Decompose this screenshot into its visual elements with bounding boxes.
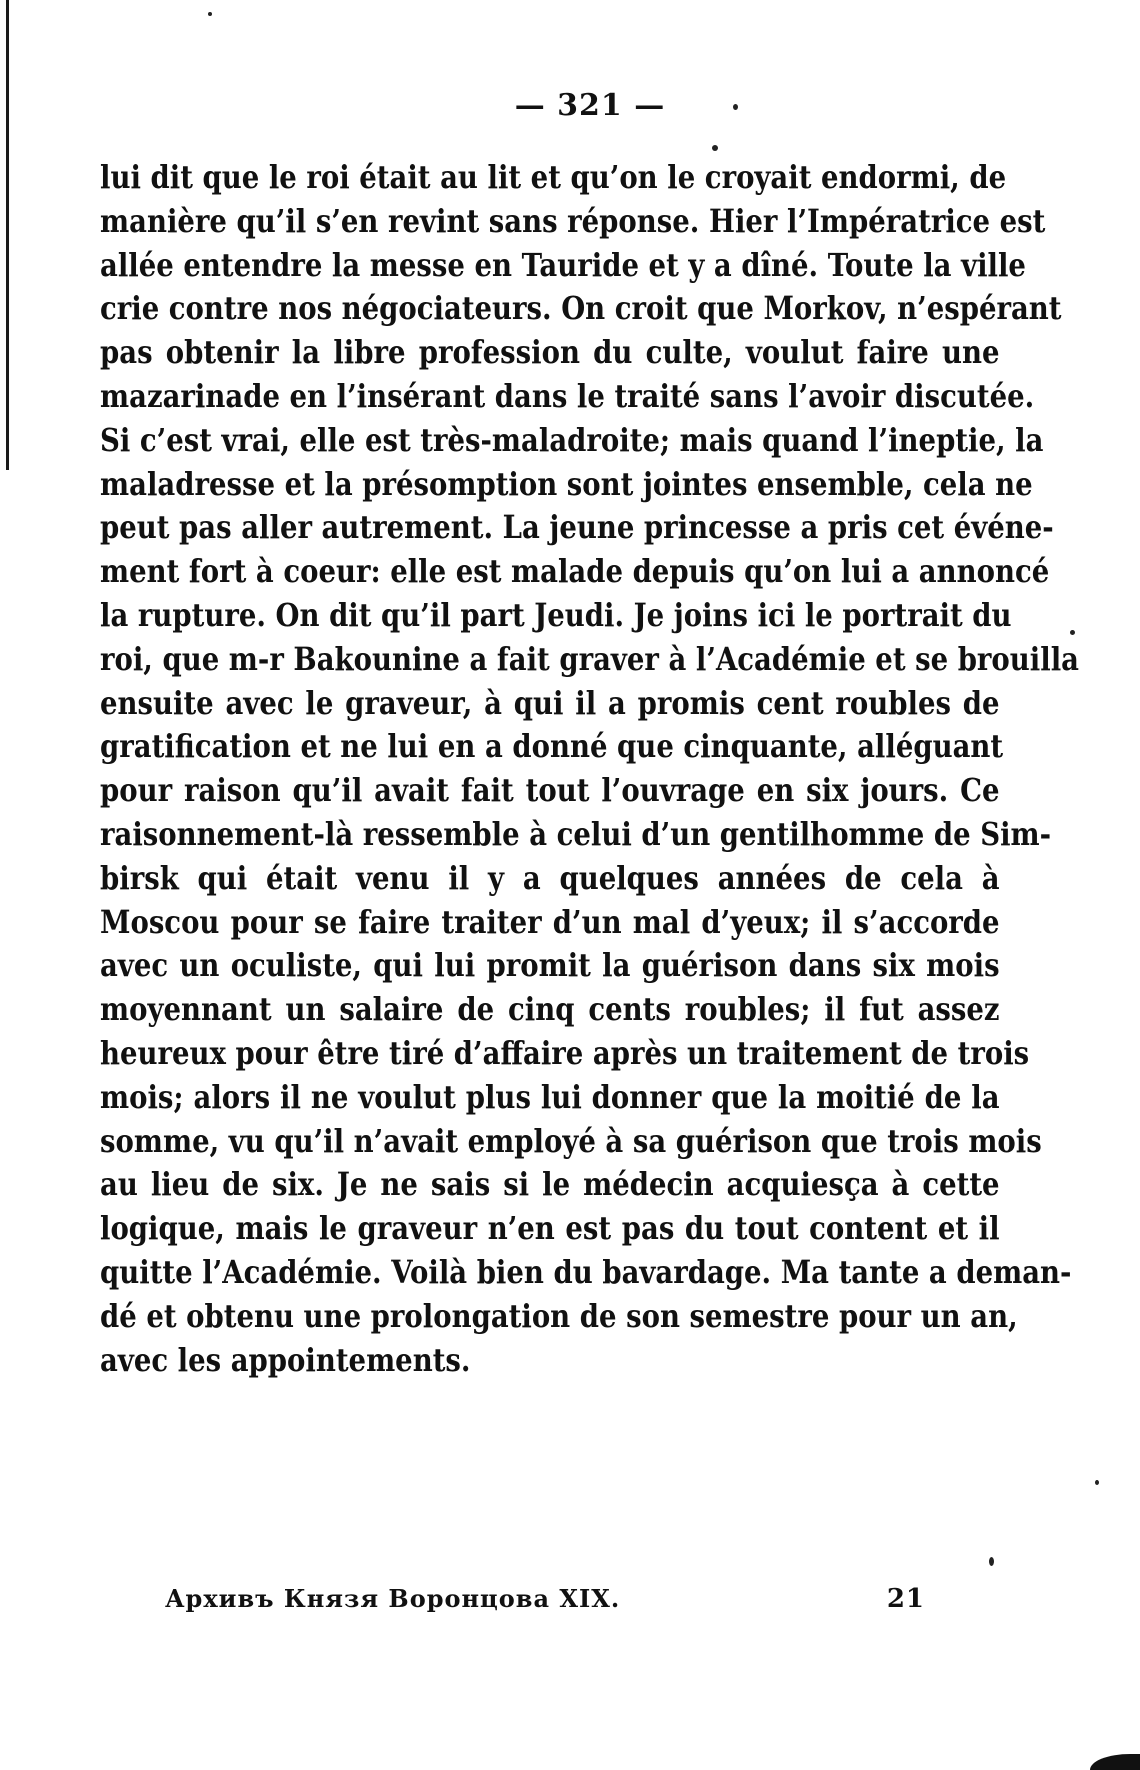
text-line: roi, que m-r Bakounine a fait graver à l’Académie et se brouilla [100, 639, 1079, 678]
footer-sheet-number: 21 [886, 1584, 925, 1614]
text-line: allée entendre la messe en Tauride et y a dîné. Toute la ville [100, 245, 1026, 284]
text-line: logique, mais le graveur n’en est pas du tout content et il [100, 1209, 1000, 1248]
text-line: ensuite avec le graveur, à qui il a promis cent roubles de [100, 683, 1000, 722]
text-line: moyennant un salaire de cinq cents roubles; il fut assez [100, 990, 1000, 1029]
text-line: pour raison qu’il avait fait tout l’ouvrage en six jours. Ce [100, 771, 1000, 810]
page-corner-mark [1090, 1754, 1140, 1770]
text-line: birsk qui était venu il y a quelques années de cela à [100, 858, 1000, 897]
print-speck [989, 1557, 994, 1566]
print-speck [1095, 1480, 1099, 1485]
text-line: raisonnement-là ressemble à celui d’un gentilhomme de Sim- [100, 814, 1052, 853]
text-line: lui dit que le roi était au lit et qu’on le croyait endormi, de [100, 158, 1007, 196]
text-line: mazarinade en l’insérant dans le traité sans l’avoir discutée. [100, 376, 1035, 415]
page-number-header: — 321 — [514, 88, 666, 123]
text-line: Si c’est vrai, elle est très-maladroite; mais quand l’ineptie, la [100, 420, 1044, 459]
text-line: manière qu’il s’en revint sans réponse. Hier l’Impératrice est [100, 201, 1046, 240]
text-line: pas obtenir la libre profession du culte, voulut faire une [100, 333, 1000, 372]
text-line: somme, vu qu’il n’avait employé à sa guérison que trois mois [100, 1121, 1042, 1160]
print-speck [208, 12, 212, 16]
footer-signature: Архивъ Князя Воронцова XIX. [165, 1584, 621, 1613]
text-line: dé et obtenu une prolongation de son semestre pour un an, [100, 1296, 1018, 1335]
text-line: au lieu de six. Je ne sais si le médecin acquiesça à cette [100, 1165, 1000, 1204]
text-line: crie contre nos négociateurs. On croit que Morkov, n’espérant [100, 289, 1062, 328]
text-line: mois; alors il ne voulut plus lui donner que la moitié de la [100, 1077, 1000, 1116]
text-line: Moscou pour se faire traiter d’un mal d’yeux; il s’accorde [100, 902, 1000, 941]
text-line: peut pas aller autrement. La jeune princesse a pris cet événe- [100, 508, 1054, 547]
text-line: la rupture. On dit qu’il part Jeudi. Je joins ici le portrait du [100, 595, 1012, 634]
text-line: ment fort à coeur: elle est malade depuis qu’on lui a annoncé [100, 552, 1050, 591]
text-line: heureux pour être tiré d’affaire après un traitement de trois [100, 1033, 1030, 1072]
text-line: avec un oculiste, qui lui promit la guérison dans six mois [100, 946, 1000, 985]
print-speck [712, 145, 718, 151]
text-line: quitte l’Académie. Voilà bien du bavardage. Ma tante a deman- [100, 1252, 1072, 1291]
text-line: maladresse et la présomption sont jointes ensemble, cela ne [100, 464, 1033, 503]
body-text [100, 156, 1079, 1382]
text-line: avec les appointements. [100, 1340, 471, 1379]
page-binding-edge [6, 0, 9, 470]
text-line: gratification et ne lui en a donné que cinquante, alléguant [100, 727, 1004, 766]
print-speck [733, 104, 738, 110]
print-speck [1070, 630, 1075, 635]
